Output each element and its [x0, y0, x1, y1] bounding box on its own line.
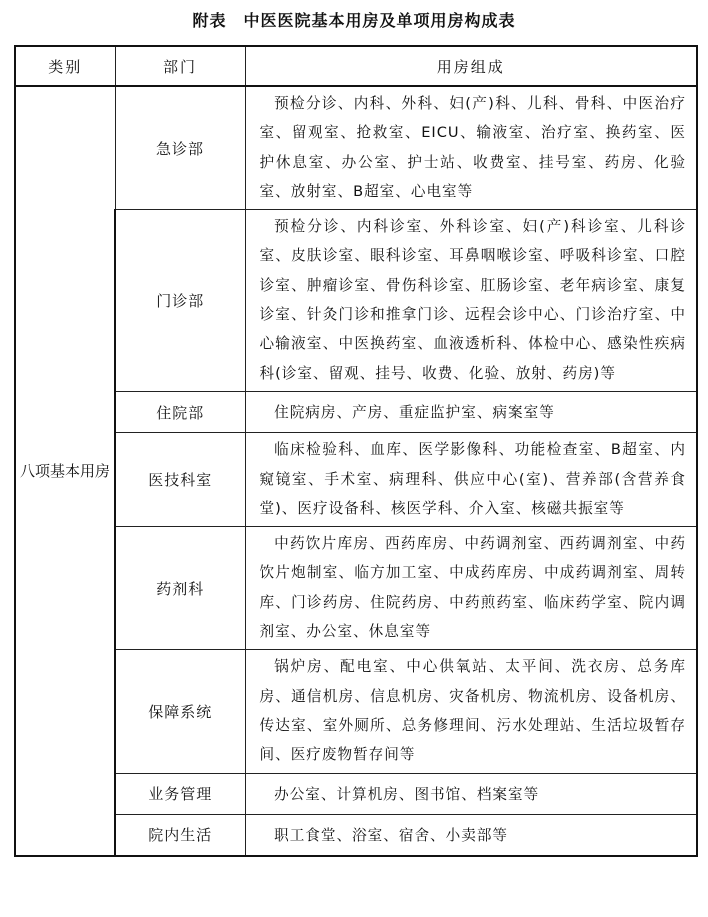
department-cell: 医技科室 — [115, 433, 245, 527]
department-cell: 保障系统 — [115, 650, 245, 773]
header-composition: 用房组成 — [245, 46, 697, 86]
department-cell: 业务管理 — [115, 773, 245, 814]
room-composition-table — [14, 45, 698, 857]
header-category: 类别 — [15, 46, 115, 86]
department-cell: 急诊部 — [115, 86, 245, 210]
table-row — [15, 650, 697, 773]
table-row — [15, 86, 697, 210]
composition-cell: 锅炉房、配电室、中心供氧站、太平间、洗衣房、总务库房、通信机房、信息机房、灾备机房、物流机房、设备机房、传达室、室外厕所、总务修理间、污水处理站、生活垃圾暂存间、医疗废物暂存间等 — [245, 650, 697, 773]
table-row — [15, 814, 697, 856]
department-cell: 院内生活 — [115, 814, 245, 856]
category-cell: 八项基本用房 — [15, 86, 115, 856]
table-title: 附表 中医医院基本用房及单项用房构成表 — [192, 11, 516, 30]
department-cell: 药剂科 — [115, 527, 245, 650]
department-cell: 门诊部 — [115, 210, 245, 392]
header-department: 部门 — [115, 46, 245, 86]
table-row — [15, 773, 697, 814]
composition-cell: 办公室、计算机房、图书馆、档案室等 — [245, 773, 697, 814]
composition-cell: 预检分诊、内科诊室、外科诊室、妇(产)科诊室、儿科诊室、皮肤诊室、眼科诊室、耳鼻咽喉诊室、呼吸科诊室、口腔诊室、肿瘤诊室、骨伤科诊室、肛肠诊室、老年病诊室、康复诊室、针灸门诊和推拿门诊、远程会诊中心、门诊治疗室、中心输液室、中医换药室、血液透析科、体检中心、感染性疾病科(诊室、留观、挂号、收费、化验、放射、药房)等 — [245, 210, 697, 392]
composition-cell: 住院病房、产房、重症监护室、病案室等 — [245, 391, 697, 432]
composition-cell: 职工食堂、浴室、宿舍、小卖部等 — [245, 814, 697, 856]
composition-cell: 临床检验科、血库、医学影像科、功能检查室、B超室、内窥镜室、手术室、病理科、供应中心(室)、营养部(含营养食堂)、医疗设备科、核医学科、介入室、核磁共振室等 — [245, 433, 697, 527]
department-cell: 住院部 — [115, 391, 245, 432]
table-row — [15, 433, 697, 527]
table-row — [15, 527, 697, 650]
table-row — [15, 391, 697, 432]
composition-cell: 中药饮片库房、西药库房、中药调剂室、西药调剂室、中药饮片炮制室、临方加工室、中成药库房、中成药调剂室、周转库、门诊药房、住院药房、中药煎药室、临床药学室、院内调剂室、办公室、休息室等 — [245, 527, 697, 650]
table-row — [15, 210, 697, 392]
composition-cell: 预检分诊、内科、外科、妇(产)科、儿科、骨科、中医治疗室、留观室、抢救室、EICU、输液室、治疗室、换药室、医护休息室、办公室、护士站、收费室、挂号室、药房、化验室、放射室、B超室、心电室等 — [245, 86, 697, 210]
table-header-row — [15, 46, 697, 86]
